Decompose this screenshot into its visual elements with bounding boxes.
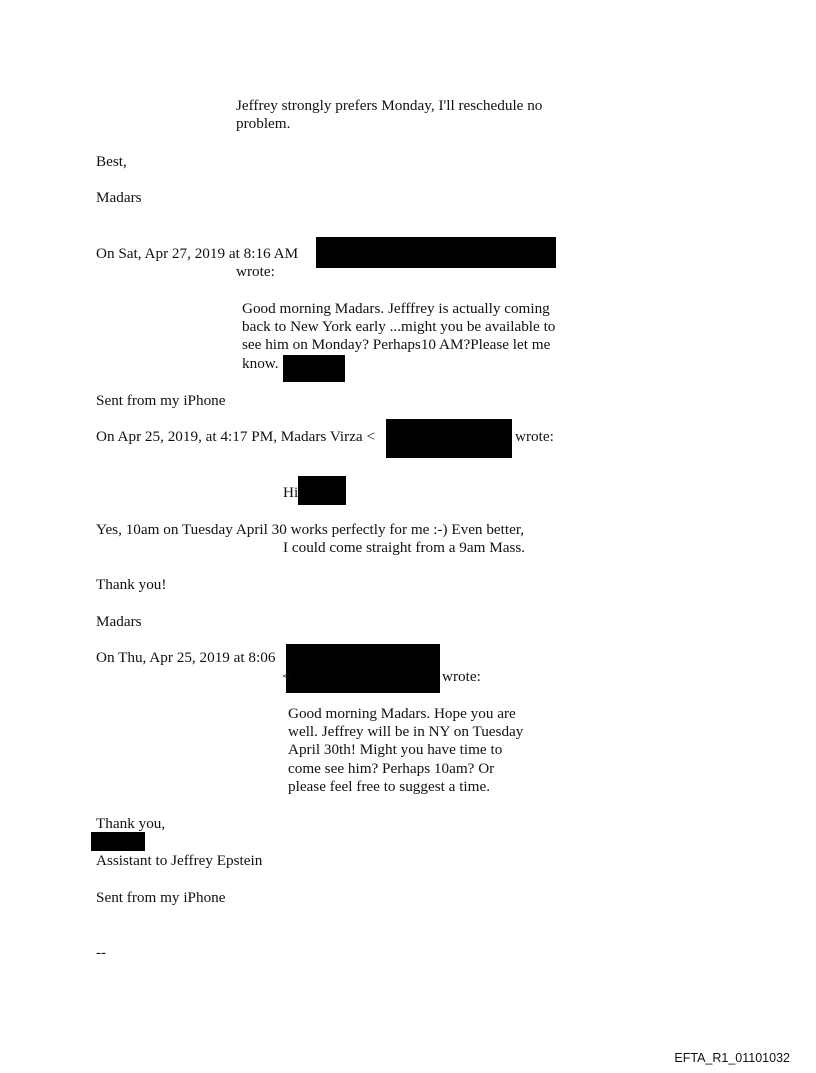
- quote-body-line: Good morning Madars. Hope you are: [288, 705, 516, 722]
- reply-text-line: I could come straight from a 9am Mass.: [283, 539, 526, 556]
- document-id: EFTA_R1_01101032: [674, 1051, 790, 1065]
- assistant-title: Assistant to Jeffrey Epstein: [96, 852, 263, 869]
- reply-text-line: Jeffrey strongly prefers Monday, I'll reschedule no: [236, 97, 543, 114]
- sender-name: Madars: [96, 189, 142, 206]
- redaction-box: [283, 355, 345, 382]
- reply-text-line: problem.: [236, 115, 291, 132]
- quote-body-line: April 30th! Might you have time to: [288, 741, 503, 758]
- quote-header: On Apr 25, 2019, at 4:17 PM, Madars Virza <: [96, 428, 376, 445]
- signoff: Best,: [96, 153, 127, 170]
- quote-body-line: please feel free to suggest a time.: [288, 778, 490, 795]
- redaction-box: [386, 419, 512, 458]
- quote-wrote: wrote:: [442, 668, 481, 685]
- sent-from-iphone: Sent from my iPhone: [96, 392, 226, 409]
- quote-body-line: see him on Monday? Perhaps10 AM?Please let me: [242, 336, 551, 353]
- redaction-box: [286, 644, 440, 693]
- redaction-box: [316, 237, 556, 268]
- redaction-box: [298, 476, 346, 505]
- signature-separator: --: [96, 944, 107, 961]
- quote-body-line: back to New York early ...might you be available to: [242, 318, 556, 335]
- greeting: Hi: [283, 484, 299, 501]
- reply-text-line: Yes, 10am on Tuesday April 30 works perfectly for me :-) Even better,: [96, 521, 525, 538]
- sent-from-iphone: Sent from my iPhone: [96, 889, 226, 906]
- quote-wrote: wrote:: [236, 263, 275, 280]
- quote-header: On Thu, Apr 25, 2019 at 8:06: [96, 649, 276, 666]
- closing: Thank you,: [96, 815, 166, 832]
- sender-name: Madars: [96, 613, 142, 630]
- quote-body-line: know.: [242, 355, 279, 372]
- quote-body-line: Good morning Madars. Jefffrey is actually coming: [242, 300, 550, 317]
- quote-header: On Sat, Apr 27, 2019 at 8:16 AM: [96, 245, 299, 262]
- thanks-line: Thank you!: [96, 576, 167, 593]
- quote-body-line: well. Jeffrey will be in NY on Tuesday: [288, 723, 524, 740]
- redaction-box: [91, 832, 145, 851]
- quote-body-line: come see him? Perhaps 10am? Or: [288, 760, 495, 777]
- quote-wrote: wrote:: [515, 428, 554, 445]
- quote-lt: <: [282, 668, 291, 685]
